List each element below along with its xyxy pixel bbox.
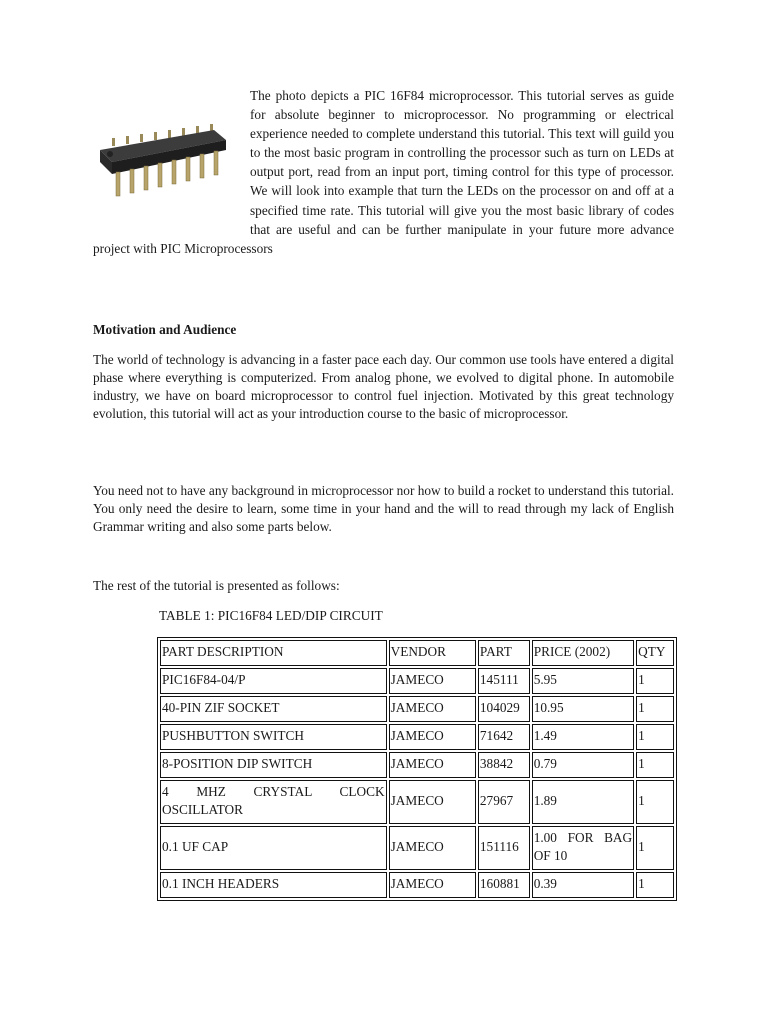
table-cell: PIC16F84-04/P: [160, 668, 387, 694]
table-caption: TABLE 1: PIC16F84 LED/DIP CIRCUIT: [159, 608, 383, 623]
table-cell: 8-POSITION DIP SWITCH: [160, 752, 387, 778]
table-cell: 1: [636, 724, 674, 750]
table-cell: PUSHBUTTON SWITCH: [160, 724, 387, 750]
intro-paragraph: The photo depicts a PIC 16F84 microprocessor. This tutorial serves as guide for absolute beginner to microprocessor. No programming or electrical experience needed to complete understand this tutorial. This text will guild you to the most basic program in controlling the processor such as turn on LEDs at output port, read from an input port, timing control for this type of processor. We will look into example that turn the LEDs on the processor on and off at a specified time rate. This tutorial will give you the most basic library of codes that are useful and can be further manipulate in your future more advance project with PIC Microprocessors: [93, 88, 674, 256]
table-cell: 1: [636, 668, 674, 694]
table-cell: JAMECO: [389, 872, 476, 898]
table-cell: 160881: [478, 872, 530, 898]
motivation-paragraph: The world of technology is advancing in a faster pace each day. Our common use tools have entered a digital phase where everything is computerized. From analog phone, we evolved to digital phone. In automobile industry, we have on board microprocessor to control fuel injection. Motivated by this great technology evolution, this tutorial will act as your introduction course to the basic of microprocessor.: [93, 352, 674, 421]
table-cell: 1: [636, 696, 674, 722]
table-cell: 1.49: [532, 724, 634, 750]
table-row: [160, 696, 674, 722]
table-header-row: [160, 640, 674, 666]
header-cell: QTY: [636, 640, 674, 666]
table-cell: 1: [636, 872, 674, 898]
table-cell: JAMECO: [389, 668, 476, 694]
table-cell: 1: [636, 752, 674, 778]
header-cell: PART DESCRIPTION: [160, 640, 387, 666]
table-cell: 1: [636, 780, 674, 824]
table-row: [160, 668, 674, 694]
header-cell: PART: [478, 640, 530, 666]
audience-paragraph: You need not to have any background in microprocessor nor how to build a rocket to understand this tutorial. You only need the desire to learn, some time in your hand and the will to read through my lack of English Grammar writing and also some parts below.: [93, 483, 674, 534]
table-row: [160, 826, 674, 870]
table-cell: JAMECO: [389, 696, 476, 722]
header-cell: PRICE (2002): [532, 640, 634, 666]
table-cell: JAMECO: [389, 780, 476, 824]
header-cell: VENDOR: [389, 640, 476, 666]
table-cell: 38842: [478, 752, 530, 778]
table-cell: 40-PIN ZIF SOCKET: [160, 696, 387, 722]
table-cell: 4 MHZ CRYSTAL CLOCK OSCILLATOR: [160, 780, 387, 824]
table-row: [160, 872, 674, 898]
parts-table: [157, 637, 677, 901]
table-cell: 0.1 INCH HEADERS: [160, 872, 387, 898]
table-cell: 1: [636, 826, 674, 870]
table-cell: 0.39: [532, 872, 634, 898]
table-cell: JAMECO: [389, 826, 476, 870]
table-row: [160, 724, 674, 750]
table-cell: JAMECO: [389, 752, 476, 778]
table-cell: 1.00 FOR BAG OF 10: [532, 826, 634, 870]
outline-paragraph: The rest of the tutorial is presented as follows:: [93, 578, 340, 593]
table-row: [160, 780, 674, 824]
table-cell: 10.95: [532, 696, 634, 722]
section-heading: Motivation and Audience: [93, 322, 237, 337]
table-cell: 27967: [478, 780, 530, 824]
table-cell: 0.79: [532, 752, 634, 778]
table-cell: 71642: [478, 724, 530, 750]
table-row: [160, 752, 674, 778]
table-cell: 104029: [478, 696, 530, 722]
table-cell: 0.1 UF CAP: [160, 826, 387, 870]
table-cell: 1.89: [532, 780, 634, 824]
table-cell: 145111: [478, 668, 530, 694]
table-cell: 5.95: [532, 668, 634, 694]
table-cell: JAMECO: [389, 724, 476, 750]
table-cell: 151116: [478, 826, 530, 870]
